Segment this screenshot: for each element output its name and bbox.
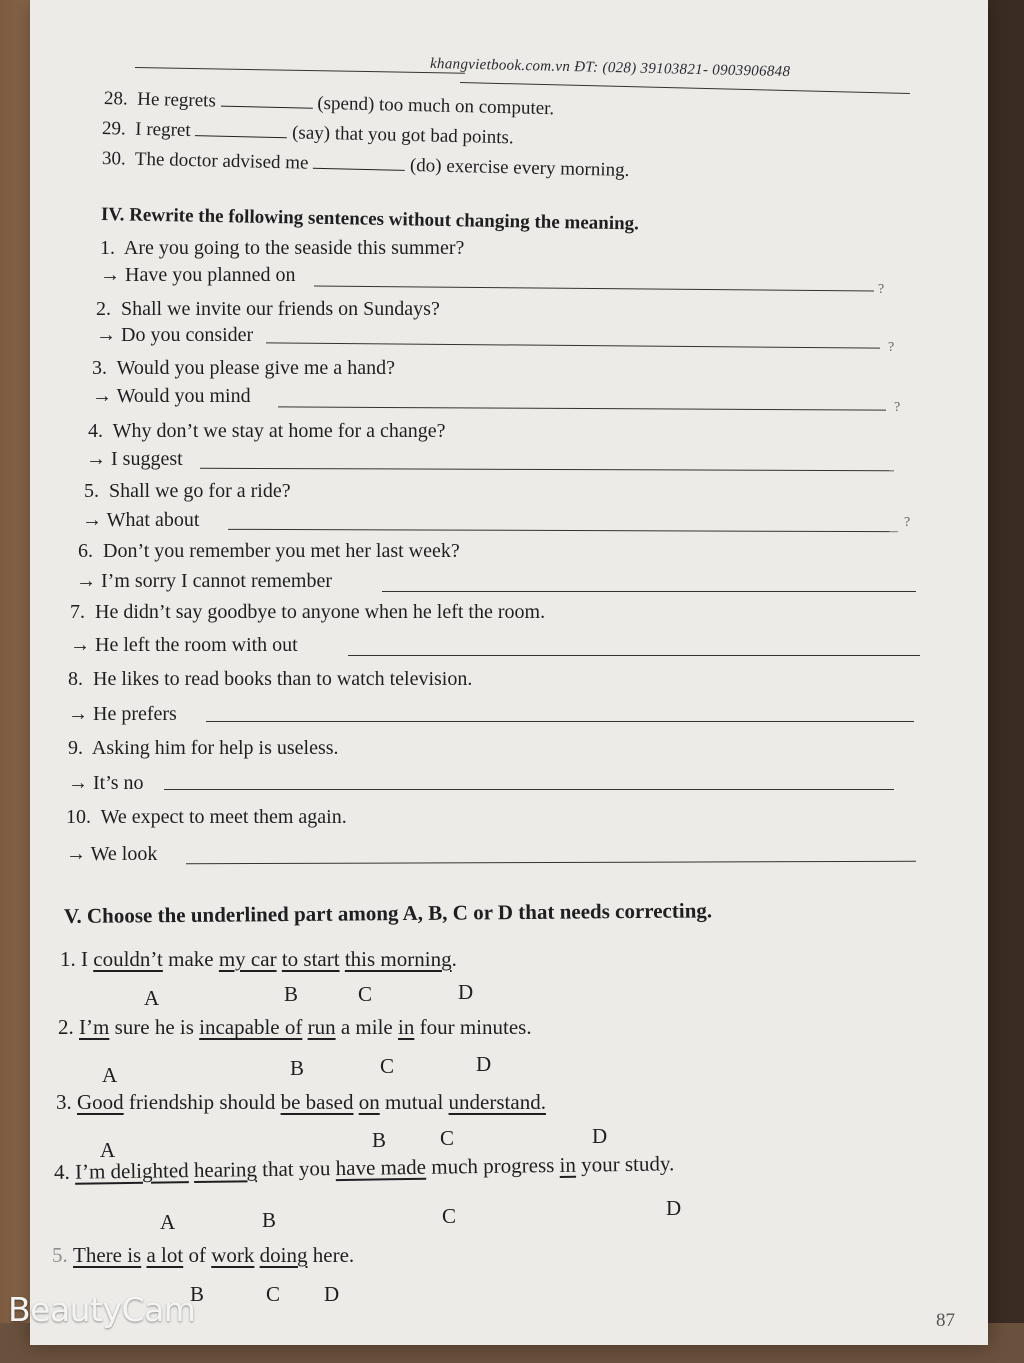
answer-line-9[interactable] <box>164 789 894 790</box>
section-title-error-identification: V. Choose the underlined part among A, B, C or D that needs correcting. <box>63 898 713 928</box>
option-letter-d[interactable]: D <box>666 1196 682 1220</box>
rewrite-sentence-10: 10. We expect to meet them again. <box>66 806 347 828</box>
line-end-mark-5: ? <box>904 515 911 530</box>
rewrite-prompt-1: → Have you planned on <box>100 264 296 286</box>
rewrite-sentence-9: 9. Asking him for help is useless. <box>68 737 339 759</box>
line-end-mark-3: ? <box>894 400 901 415</box>
answer-line-1[interactable] <box>314 286 874 292</box>
rewrite-sentence-3: 3. Would you please give me a hand? <box>92 357 395 379</box>
option-letter-a[interactable]: A <box>100 1138 116 1162</box>
rewrite-sentence-4: 4. Why don’t we stay at home for a change? <box>88 420 446 442</box>
worksheet-page <box>30 0 988 1345</box>
rewrite-prompt-5: → What about <box>82 509 200 531</box>
rewrite-sentence-5: 5. Shall we go for a ride? <box>84 480 291 502</box>
header-site: khangvietbook.com.vn <box>429 55 571 76</box>
page-number: 87 <box>936 1310 955 1331</box>
rewrite-prompt-10: → We look <box>66 843 158 865</box>
line-end-mark-1: ? <box>878 282 885 297</box>
option-letter-b[interactable]: B <box>190 1282 205 1306</box>
rewrite-prompt-8: → He prefers <box>68 703 177 725</box>
answer-line-5[interactable] <box>228 529 898 532</box>
rewrite-prompt-2: → Do you consider <box>96 324 254 346</box>
option-letter-b[interactable]: B <box>372 1128 387 1152</box>
background-dark-right <box>984 0 1024 1363</box>
header-rule <box>135 67 465 74</box>
option-letter-c[interactable]: C <box>358 982 373 1006</box>
option-letter-d[interactable]: D <box>324 1282 340 1306</box>
exercise-item-29: 29. I regret (say) that you got bad points. <box>101 118 514 149</box>
option-letter-a[interactable]: A <box>102 1063 118 1087</box>
section-title-rewrite: IV. Rewrite the following sentences without changing the meaning. <box>100 204 640 235</box>
rewrite-prompt-3: → Would you mind <box>92 385 251 407</box>
option-letter-b[interactable]: B <box>262 1208 277 1232</box>
answer-line-6[interactable] <box>382 591 916 592</box>
line-end-mark-2: ? <box>888 340 895 355</box>
option-letter-c[interactable]: C <box>380 1054 395 1078</box>
exercise-item-28: 28. He regrets (spend) too much on computer. <box>103 88 555 120</box>
camera-watermark-logo: BeautyCam <box>8 1290 196 1329</box>
rewrite-sentence-7: 7. He didn’t say goodbye to anyone when he left the room. <box>70 601 546 623</box>
rewrite-prompt-7: → He left the room with out <box>70 634 298 656</box>
answer-blank[interactable] <box>313 154 405 171</box>
page-header <box>430 56 791 81</box>
option-letter-c[interactable]: C <box>442 1204 457 1228</box>
answer-blank[interactable] <box>195 121 287 138</box>
answer-line-3[interactable] <box>278 406 886 410</box>
error-item-5: 5. There is a lot of work doing here. <box>52 1243 355 1267</box>
option-letter-d[interactable]: D <box>458 980 474 1004</box>
rewrite-prompt-4: → I suggest <box>86 448 183 470</box>
answer-blank[interactable] <box>220 92 312 109</box>
answer-line-10[interactable] <box>186 861 916 865</box>
option-letter-c[interactable]: C <box>440 1126 455 1150</box>
option-letter-a[interactable]: A <box>160 1210 176 1234</box>
rewrite-sentence-1: 1. Are you going to the seaside this summer? <box>100 237 465 259</box>
answer-line-2[interactable] <box>266 342 880 348</box>
option-letter-d[interactable]: D <box>592 1124 608 1148</box>
error-item-3: 3. Good friendship should be based on mutual understand. <box>56 1090 546 1114</box>
error-item-2: 2. I’m sure he is incapable of run a mile in four minutes. <box>58 1015 532 1039</box>
header-rule-underline <box>460 82 910 94</box>
error-item-1: 1. I couldn’t make my car to start this morning. <box>60 947 457 971</box>
rewrite-sentence-6: 6. Don’t you remember you met her last week? <box>78 540 460 562</box>
rewrite-prompt-6: → I’m sorry I cannot remember <box>76 570 333 592</box>
option-letter-d[interactable]: D <box>476 1052 492 1076</box>
header-phone: ĐT: (028) 39103821- 0903906848 <box>574 59 791 81</box>
answer-line-7[interactable] <box>348 655 920 656</box>
option-letter-c[interactable]: C <box>266 1282 281 1306</box>
exercise-item-30: 30. The doctor advised me (do) exercise every morning. <box>101 148 630 181</box>
rewrite-sentence-2: 2. Shall we invite our friends on Sundays? <box>96 298 440 320</box>
rewrite-prompt-9: → It’s no <box>68 772 144 794</box>
option-letter-b[interactable]: B <box>290 1056 305 1080</box>
option-letter-b[interactable]: B <box>284 982 299 1006</box>
answer-line-8[interactable] <box>206 721 914 722</box>
option-letter-a[interactable]: A <box>144 986 160 1010</box>
error-item-4: 4. I’m delighted hearing that you have made much progress in your study. <box>53 1151 675 1184</box>
answer-line-4[interactable] <box>200 468 894 471</box>
rewrite-sentence-8: 8. He likes to read books than to watch television. <box>68 668 473 690</box>
